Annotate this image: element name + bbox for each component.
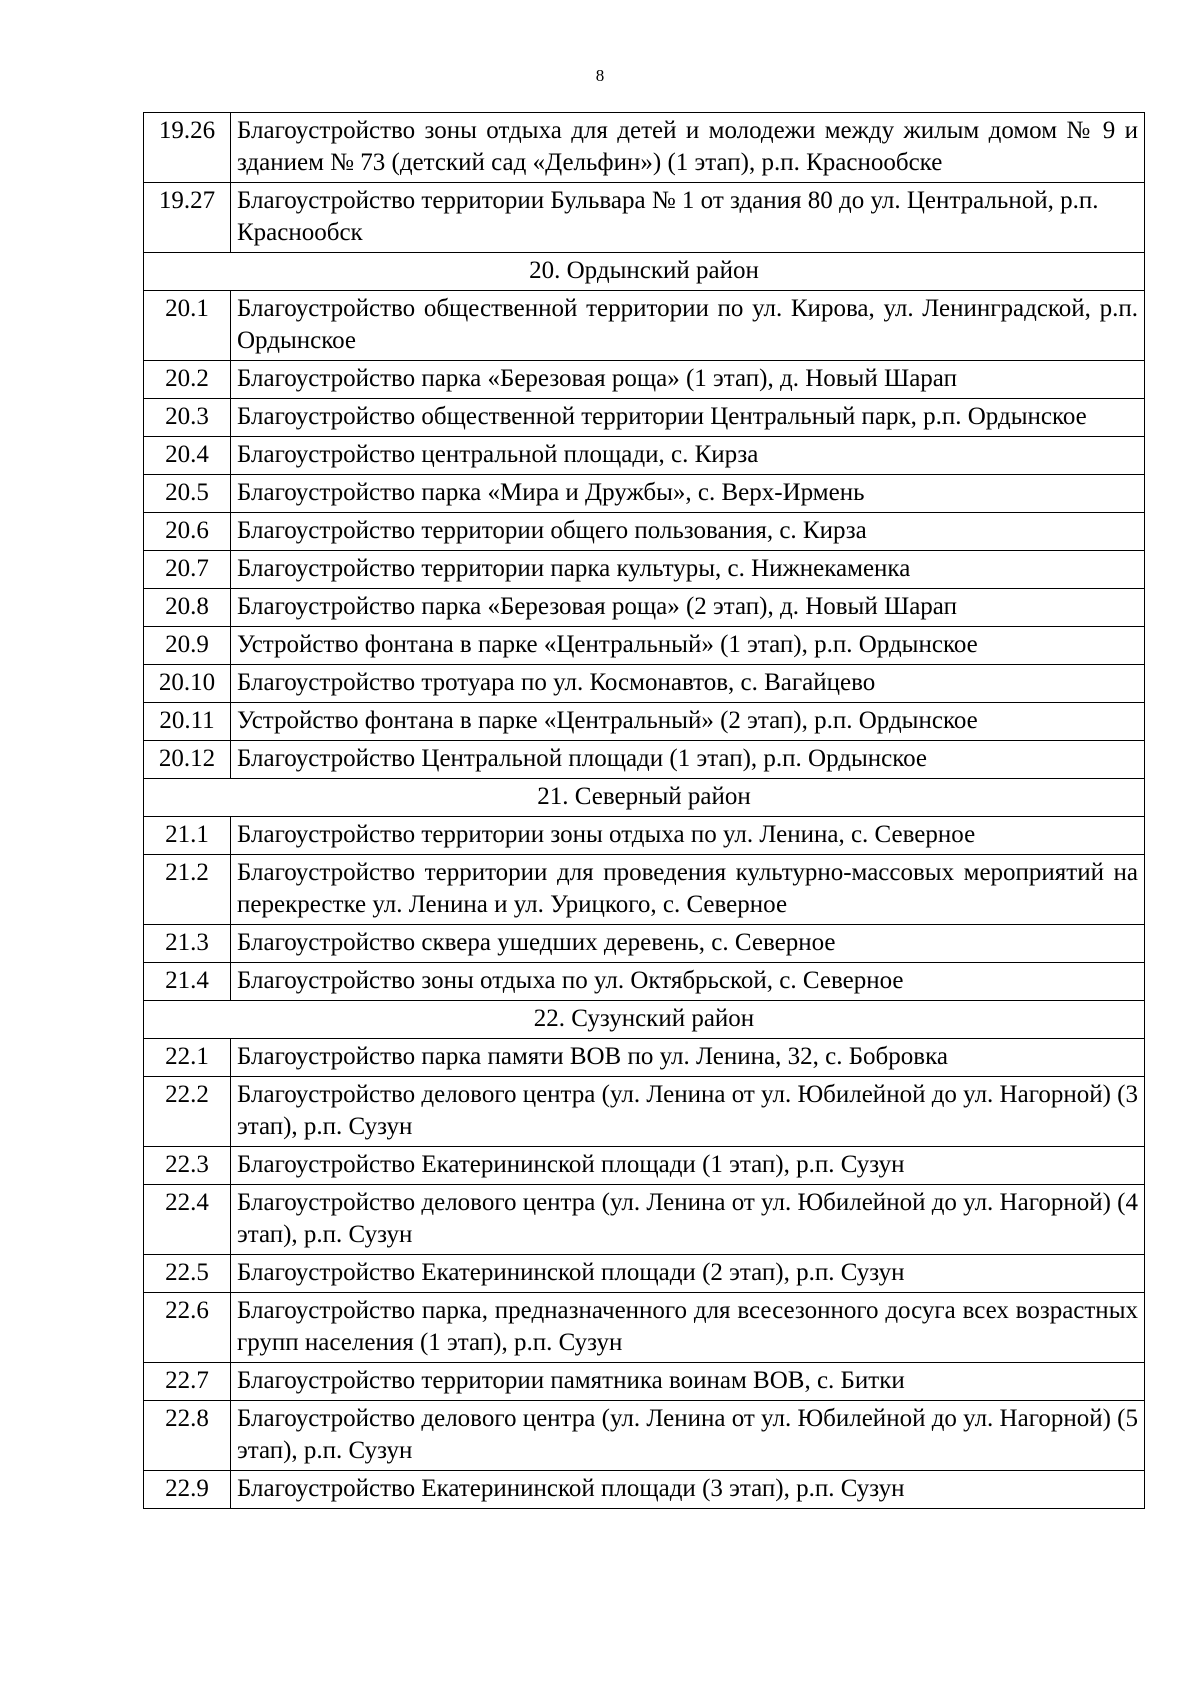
table-row bbox=[144, 361, 1145, 399]
item-description: Благоустройство делового центра (ул. Ленина от ул. Юбилейной до ул. Нагорной) (4 этап), р.п. Сузун bbox=[231, 1185, 1145, 1255]
table-row bbox=[144, 627, 1145, 665]
item-description: Благоустройство парка, предназначенного для всесезонного досуга всех возрастных групп населения (1 этап), р.п. Сузун bbox=[231, 1293, 1145, 1363]
item-number: 20.2 bbox=[144, 361, 231, 399]
section-header-row bbox=[144, 253, 1145, 291]
item-description: Благоустройство парка памяти ВОВ по ул. Ленина, 32, с. Бобровка bbox=[231, 1039, 1145, 1077]
item-description: Благоустройство Екатерининской площади (1 этап), р.п. Сузун bbox=[231, 1147, 1145, 1185]
section-header-row bbox=[144, 1001, 1145, 1039]
item-number: 22.3 bbox=[144, 1147, 231, 1185]
table-row bbox=[144, 437, 1145, 475]
item-description: Благоустройство общественной территории Центральный парк, р.п. Ордынское bbox=[231, 399, 1145, 437]
table-row bbox=[144, 665, 1145, 703]
item-description: Благоустройство парка «Березовая роща» (2 этап), д. Новый Шарап bbox=[231, 589, 1145, 627]
item-description: Благоустройство тротуара по ул. Космонавтов, с. Вагайцево bbox=[231, 665, 1145, 703]
item-number: 20.4 bbox=[144, 437, 231, 475]
item-number: 21.3 bbox=[144, 925, 231, 963]
table-row bbox=[144, 925, 1145, 963]
table-row bbox=[144, 1185, 1145, 1255]
item-description: Благоустройство территории памятника воинам ВОВ, с. Битки bbox=[231, 1363, 1145, 1401]
item-number: 22.1 bbox=[144, 1039, 231, 1077]
item-description: Благоустройство парка «Мира и Дружбы», с. Верх-Ирмень bbox=[231, 475, 1145, 513]
item-description: Благоустройство территории зоны отдыха по ул. Ленина, с. Северное bbox=[231, 817, 1145, 855]
table-row bbox=[144, 703, 1145, 741]
item-number: 20.6 bbox=[144, 513, 231, 551]
item-number: 20.12 bbox=[144, 741, 231, 779]
table-row bbox=[144, 475, 1145, 513]
item-description: Устройство фонтана в парке «Центральный» (2 этап), р.п. Ордынское bbox=[231, 703, 1145, 741]
item-description: Благоустройство делового центра (ул. Ленина от ул. Юбилейной до ул. Нагорной) (5 этап), р.п. Сузун bbox=[231, 1401, 1145, 1471]
projects-table-body bbox=[144, 113, 1145, 1509]
section-header-row bbox=[144, 779, 1145, 817]
table-row bbox=[144, 1293, 1145, 1363]
table-row bbox=[144, 399, 1145, 437]
section-title: 20. Ордынский район bbox=[144, 253, 1145, 291]
table-row bbox=[144, 551, 1145, 589]
table-row bbox=[144, 1401, 1145, 1471]
item-description: Благоустройство делового центра (ул. Ленина от ул. Юбилейной до ул. Нагорной) (3 этап), р.п. Сузун bbox=[231, 1077, 1145, 1147]
section-title: 21. Северный район bbox=[144, 779, 1145, 817]
item-number: 21.2 bbox=[144, 855, 231, 925]
item-number: 22.4 bbox=[144, 1185, 231, 1255]
table-row bbox=[144, 1147, 1145, 1185]
item-description: Благоустройство территории общего пользования, с. Кирза bbox=[231, 513, 1145, 551]
item-number: 22.5 bbox=[144, 1255, 231, 1293]
item-description: Благоустройство Центральной площади (1 этап), р.п. Ордынское bbox=[231, 741, 1145, 779]
item-description: Благоустройство зоны отдыха для детей и молодежи между жилым домом № 9 и зданием № 73 (детский сад «Дельфин») (1 этап), р.п. Краснообске bbox=[231, 113, 1145, 183]
table-row bbox=[144, 741, 1145, 779]
table-row bbox=[144, 113, 1145, 183]
item-number: 20.10 bbox=[144, 665, 231, 703]
item-number: 20.7 bbox=[144, 551, 231, 589]
table-row bbox=[144, 1077, 1145, 1147]
item-number: 19.26 bbox=[144, 113, 231, 183]
item-number: 21.1 bbox=[144, 817, 231, 855]
table-row bbox=[144, 589, 1145, 627]
page-number: 8 bbox=[595, 66, 605, 85]
section-title: 22. Сузунский район bbox=[144, 1001, 1145, 1039]
item-description: Благоустройство центральной площади, с. Кирза bbox=[231, 437, 1145, 475]
item-number: 20.11 bbox=[144, 703, 231, 741]
item-description: Благоустройство парка «Березовая роща» (1 этап), д. Новый Шарап bbox=[231, 361, 1145, 399]
item-description: Благоустройство Екатерининской площади (3 этап), р.п. Сузун bbox=[231, 1471, 1145, 1509]
item-number: 19.27 bbox=[144, 183, 231, 253]
table-row bbox=[144, 183, 1145, 253]
item-description: Устройство фонтана в парке «Центральный» (1 этап), р.п. Ордынское bbox=[231, 627, 1145, 665]
item-number: 20.9 bbox=[144, 627, 231, 665]
item-description: Благоустройство территории Бульвара № 1 от здания 80 до ул. Центральной, р.п. Краснообск bbox=[231, 183, 1145, 253]
item-number: 22.6 bbox=[144, 1293, 231, 1363]
table-row bbox=[144, 817, 1145, 855]
item-number: 22.9 bbox=[144, 1471, 231, 1509]
item-number: 21.4 bbox=[144, 963, 231, 1001]
table-row bbox=[144, 1471, 1145, 1509]
item-number: 20.5 bbox=[144, 475, 231, 513]
item-number: 22.7 bbox=[144, 1363, 231, 1401]
item-description: Благоустройство Екатерининской площади (2 этап), р.п. Сузун bbox=[231, 1255, 1145, 1293]
table-row bbox=[144, 1363, 1145, 1401]
item-description: Благоустройство сквера ушедших деревень, с. Северное bbox=[231, 925, 1145, 963]
table-row bbox=[144, 963, 1145, 1001]
item-description: Благоустройство территории для проведения культурно-массовых мероприятий на перекрестке ул. Ленина и ул. Урицкого, с. Северное bbox=[231, 855, 1145, 925]
item-number: 20.3 bbox=[144, 399, 231, 437]
item-number: 20.1 bbox=[144, 291, 231, 361]
item-description: Благоустройство территории парка культуры, с. Нижнекаменка bbox=[231, 551, 1145, 589]
table-row bbox=[144, 855, 1145, 925]
item-number: 22.2 bbox=[144, 1077, 231, 1147]
item-description: Благоустройство зоны отдыха по ул. Октябрьской, с. Северное bbox=[231, 963, 1145, 1001]
item-description: Благоустройство общественной территории по ул. Кирова, ул. Ленинградской, р.п. Ордынское bbox=[231, 291, 1145, 361]
table-row bbox=[144, 1039, 1145, 1077]
item-number: 20.8 bbox=[144, 589, 231, 627]
table-row bbox=[144, 513, 1145, 551]
table-row bbox=[144, 291, 1145, 361]
projects-table bbox=[143, 112, 1145, 1509]
item-number: 22.8 bbox=[144, 1401, 231, 1471]
table-row bbox=[144, 1255, 1145, 1293]
